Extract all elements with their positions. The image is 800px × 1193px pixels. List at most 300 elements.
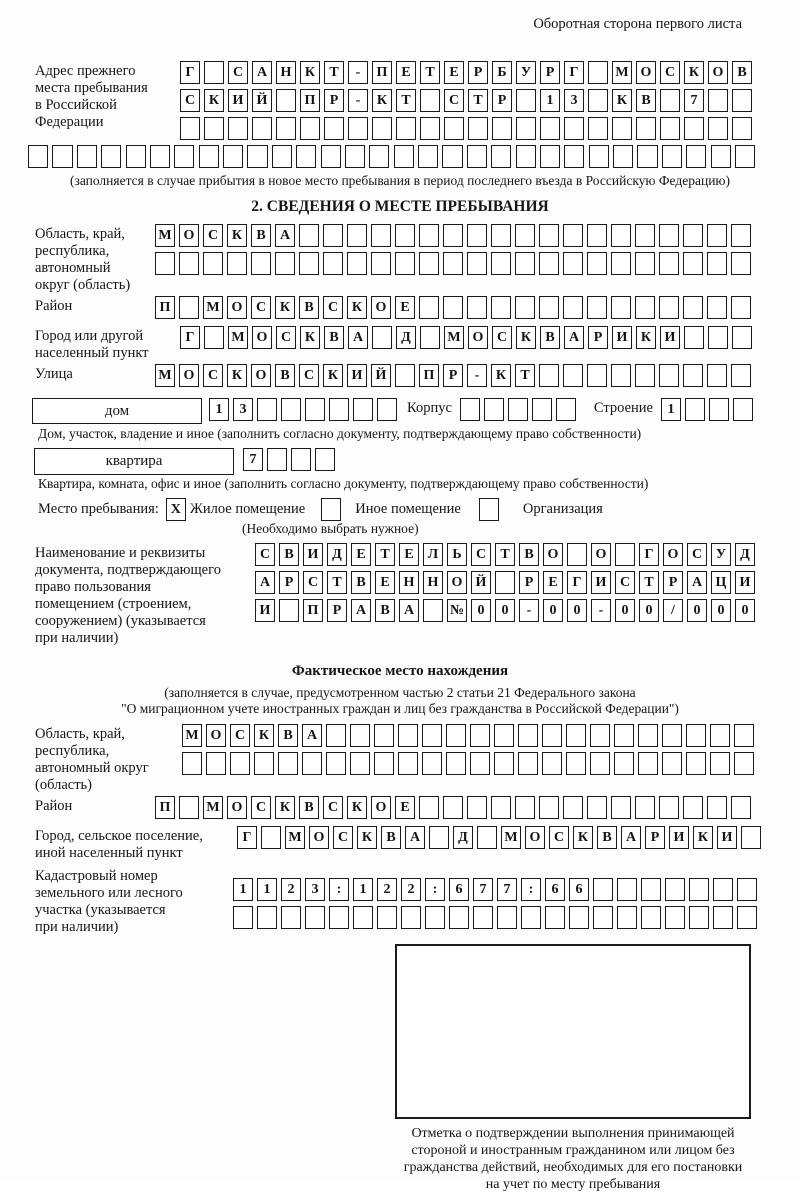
apartment-number-boxes: [243, 448, 339, 471]
stay-type-checkbox-organization: [479, 498, 499, 521]
city-label: Город или другой населенный пункт: [35, 328, 149, 361]
char-box: [707, 252, 727, 275]
char-box: Т: [495, 543, 515, 566]
city-group: [35, 326, 800, 362]
char-box: [446, 724, 466, 747]
char-box: Р: [324, 89, 344, 112]
cadastre-label: Кадастровый номер земельного или лесного участка (указывается при наличии): [35, 868, 183, 935]
char-box: Д: [735, 543, 755, 566]
char-box: [52, 145, 72, 168]
region-row-1: [155, 224, 755, 247]
char-box: О: [309, 826, 329, 849]
char-box: [467, 224, 487, 247]
char-box: [588, 117, 608, 140]
char-box: М: [155, 364, 175, 387]
char-box: 3: [564, 89, 584, 112]
char-box: [371, 252, 391, 275]
char-box: [735, 145, 755, 168]
char-box: [477, 826, 497, 849]
char-box: [429, 826, 449, 849]
char-box: [713, 906, 733, 929]
char-box: С: [323, 796, 343, 819]
char-box: [299, 252, 319, 275]
char-box: Т: [468, 89, 488, 112]
char-box: [182, 752, 202, 775]
city-row: [180, 326, 756, 357]
char-box: Е: [399, 543, 419, 566]
char-box: К: [300, 326, 320, 349]
char-box: -: [348, 61, 368, 84]
char-box: [587, 296, 607, 319]
char-box: В: [540, 326, 560, 349]
region-group: [35, 224, 800, 294]
char-box: К: [357, 826, 377, 849]
char-box: [731, 364, 751, 387]
char-box: [708, 89, 728, 112]
char-box: [179, 252, 199, 275]
char-box: [491, 796, 511, 819]
char-box: [689, 878, 709, 901]
char-box: [418, 145, 438, 168]
char-box: [470, 724, 490, 747]
char-box: [345, 145, 365, 168]
char-box: [347, 252, 367, 275]
char-box: [731, 252, 751, 275]
char-box: [593, 906, 613, 929]
prev-address-row-2: [180, 89, 756, 112]
char-box: [28, 145, 48, 168]
char-box: Т: [639, 571, 659, 594]
char-box: [540, 145, 560, 168]
char-box: -: [348, 89, 368, 112]
char-box: [467, 296, 487, 319]
char-box: [539, 796, 559, 819]
char-box: [395, 252, 415, 275]
char-box: Т: [396, 89, 416, 112]
stroenie-label: Строение: [593, 400, 653, 416]
char-box: О: [179, 224, 199, 247]
char-box: [710, 724, 730, 747]
char-box: 0: [687, 599, 707, 622]
char-box: [420, 89, 440, 112]
char-box: [707, 224, 727, 247]
char-box: [683, 224, 703, 247]
char-box: 2: [401, 878, 421, 901]
char-box: А: [687, 571, 707, 594]
char-box: [473, 906, 493, 929]
cadastre-group: [35, 866, 800, 936]
apartment-caption: Квартира, комната, офис и иное (заполнить согласно документу, подтверждающему право собственности): [38, 476, 649, 491]
char-box: П: [372, 61, 392, 84]
char-box: [467, 145, 487, 168]
char-box: [371, 224, 391, 247]
char-box: [491, 145, 511, 168]
actual-region-row-1: [182, 724, 758, 747]
char-box: [101, 145, 121, 168]
char-box: П: [155, 796, 175, 819]
char-box: [278, 752, 298, 775]
char-box: [737, 878, 757, 901]
char-box: [684, 326, 704, 349]
char-box: [660, 89, 680, 112]
char-box: [443, 224, 463, 247]
char-box: Ц: [711, 571, 731, 594]
char-box: [566, 752, 586, 775]
char-box: О: [543, 543, 563, 566]
char-box: С: [228, 61, 248, 84]
char-box: [326, 724, 346, 747]
char-box: [542, 724, 562, 747]
char-box: 1: [257, 878, 277, 901]
char-box: [518, 752, 538, 775]
char-box: [518, 724, 538, 747]
char-box: 0: [639, 599, 659, 622]
char-box: [587, 796, 607, 819]
char-box: [353, 906, 373, 929]
char-box: [709, 398, 729, 421]
char-box: 7: [684, 89, 704, 112]
street-group: [35, 364, 800, 392]
char-box: [491, 296, 511, 319]
char-box: [419, 252, 439, 275]
char-box: [611, 224, 631, 247]
char-box: [257, 906, 277, 929]
char-box: А: [255, 571, 275, 594]
district-group: [35, 296, 800, 324]
char-box: С: [333, 826, 353, 849]
char-box: [254, 752, 274, 775]
actual-district-row: [155, 796, 755, 819]
char-box: -: [591, 599, 611, 622]
char-box: И: [612, 326, 632, 349]
char-box: С: [492, 326, 512, 349]
char-box: Т: [515, 364, 535, 387]
char-box: 7: [243, 448, 263, 471]
char-box: 1: [233, 878, 253, 901]
char-box: Р: [663, 571, 683, 594]
page-side-note: Оборотная сторона первого листа: [533, 16, 742, 32]
char-box: [494, 724, 514, 747]
char-box: С: [276, 326, 296, 349]
char-box: Н: [423, 571, 443, 594]
char-box: [556, 398, 576, 421]
char-box: [323, 224, 343, 247]
char-box: О: [227, 296, 247, 319]
char-box: [491, 252, 511, 275]
char-box: 0: [495, 599, 515, 622]
char-box: [516, 89, 536, 112]
char-box: [635, 296, 655, 319]
char-box: 1: [661, 398, 681, 421]
char-box: [305, 906, 325, 929]
stroenie-boxes: [661, 398, 757, 421]
char-box: Г: [564, 61, 584, 84]
cadastre-row-1: [233, 878, 761, 901]
char-box: 7: [473, 878, 493, 901]
char-box: Г: [639, 543, 659, 566]
char-box: [425, 906, 445, 929]
char-box: В: [381, 826, 401, 849]
char-box: [275, 252, 295, 275]
char-box: 1: [209, 398, 229, 421]
char-box: [515, 224, 535, 247]
char-box: [614, 724, 634, 747]
char-box: И: [591, 571, 611, 594]
char-box: Н: [399, 571, 419, 594]
char-box: [442, 145, 462, 168]
char-box: [291, 448, 311, 471]
char-box: :: [521, 878, 541, 901]
char-box: [563, 252, 583, 275]
char-box: [638, 724, 658, 747]
char-box: [394, 145, 414, 168]
apartment-type-box: квартира: [34, 448, 234, 475]
char-box: [521, 906, 541, 929]
char-box: [659, 224, 679, 247]
char-box: :: [329, 878, 349, 901]
char-box: Е: [395, 796, 415, 819]
char-box: С: [255, 543, 275, 566]
actual-location-caption-2: "О миграционном учете иностранных граждан и лиц без гражданства в Российской Федерации"): [121, 701, 679, 716]
char-box: Р: [492, 89, 512, 112]
char-box: [155, 252, 175, 275]
char-box: И: [347, 364, 367, 387]
char-box: 6: [569, 878, 589, 901]
char-box: А: [348, 326, 368, 349]
char-box: [276, 89, 296, 112]
char-box: [300, 117, 320, 140]
char-box: В: [324, 326, 344, 349]
section2-title: 2. СВЕДЕНИЯ О МЕСТЕ ПРЕБЫВАНИЯ: [251, 198, 549, 215]
char-box: [731, 796, 751, 819]
char-box: №: [447, 599, 467, 622]
char-box: [515, 796, 535, 819]
char-box: М: [444, 326, 464, 349]
char-box: О: [227, 796, 247, 819]
char-box: [564, 145, 584, 168]
prev-address-row-1: [180, 61, 756, 84]
char-box: В: [636, 89, 656, 112]
char-box: Е: [375, 571, 395, 594]
char-box: [203, 252, 223, 275]
char-box: [732, 326, 752, 349]
char-box: С: [203, 224, 223, 247]
char-box: П: [300, 89, 320, 112]
char-box: [276, 117, 296, 140]
char-box: [398, 724, 418, 747]
cadastre-row-2: [233, 906, 761, 929]
char-box: Р: [443, 364, 463, 387]
char-box: [247, 145, 267, 168]
char-box: Й: [252, 89, 272, 112]
char-box: [180, 117, 200, 140]
char-box: [659, 296, 679, 319]
char-box: [707, 796, 727, 819]
char-box: [323, 252, 343, 275]
char-box: [326, 752, 346, 775]
char-box: О: [371, 796, 391, 819]
char-box: О: [447, 571, 467, 594]
char-box: И: [735, 571, 755, 594]
char-box: [179, 796, 199, 819]
char-box: О: [636, 61, 656, 84]
char-box: [305, 398, 325, 421]
char-box: [267, 448, 287, 471]
char-box: И: [228, 89, 248, 112]
district-row: [155, 296, 755, 319]
char-box: 3: [233, 398, 253, 421]
char-box: С: [299, 364, 319, 387]
char-box: В: [278, 724, 298, 747]
char-box: [302, 752, 322, 775]
char-box: У: [516, 61, 536, 84]
char-box: О: [371, 296, 391, 319]
char-box: [508, 398, 528, 421]
char-box: В: [279, 543, 299, 566]
char-box: В: [732, 61, 752, 84]
prev-address-label: Адрес прежнего места пребывания в Российской Федерации: [35, 63, 148, 130]
house-row: [32, 398, 800, 426]
char-box: П: [419, 364, 439, 387]
char-box: [460, 398, 480, 421]
char-box: :: [425, 878, 445, 901]
char-box: [468, 117, 488, 140]
char-box: [281, 398, 301, 421]
char-box: [395, 364, 415, 387]
char-box: В: [299, 296, 319, 319]
char-box: 3: [305, 878, 325, 901]
char-box: К: [227, 224, 247, 247]
char-box: [611, 252, 631, 275]
char-box: [662, 724, 682, 747]
char-box: [324, 117, 344, 140]
char-box: Т: [324, 61, 344, 84]
char-box: [252, 117, 272, 140]
char-box: Е: [351, 543, 371, 566]
char-box: Г: [567, 571, 587, 594]
confirmation-stamp-area: [395, 944, 751, 1119]
char-box: О: [252, 326, 272, 349]
char-box: [659, 364, 679, 387]
char-box: 0: [567, 599, 587, 622]
char-box: [636, 117, 656, 140]
char-box: Т: [375, 543, 395, 566]
char-box: Т: [327, 571, 347, 594]
char-box: [348, 117, 368, 140]
char-box: [587, 224, 607, 247]
char-box: Ь: [447, 543, 467, 566]
char-box: [662, 752, 682, 775]
char-box: Г: [237, 826, 257, 849]
char-box: [401, 906, 421, 929]
char-box: У: [711, 543, 731, 566]
stay-type-option-other: Иное помещение: [355, 501, 461, 517]
char-box: [659, 252, 679, 275]
char-box: А: [405, 826, 425, 849]
char-box: [615, 543, 635, 566]
char-box: Д: [327, 543, 347, 566]
char-box: [683, 252, 703, 275]
char-box: 6: [449, 878, 469, 901]
char-box: К: [516, 326, 536, 349]
char-box: [443, 296, 463, 319]
char-box: [372, 326, 392, 349]
char-box: Т: [420, 61, 440, 84]
char-box: [444, 117, 464, 140]
char-box: [396, 117, 416, 140]
char-box: [223, 145, 243, 168]
char-box: Е: [543, 571, 563, 594]
char-box: 1: [540, 89, 560, 112]
char-box: В: [375, 599, 395, 622]
char-box: [710, 752, 730, 775]
char-box: [495, 571, 515, 594]
char-box: [542, 752, 562, 775]
char-box: [612, 117, 632, 140]
char-box: К: [204, 89, 224, 112]
char-box: Р: [468, 61, 488, 84]
char-box: [614, 752, 634, 775]
char-box: Й: [471, 571, 491, 594]
korpus-label: Корпус: [407, 400, 452, 416]
char-box: [350, 724, 370, 747]
korpus-boxes: [460, 398, 580, 421]
char-box: [708, 117, 728, 140]
doc-row-1: [255, 543, 759, 566]
char-box: [732, 117, 752, 140]
stay-type-row: [38, 498, 800, 521]
char-box: М: [612, 61, 632, 84]
char-box: [638, 752, 658, 775]
char-box: [329, 906, 349, 929]
char-box: [423, 599, 443, 622]
char-box: [372, 117, 392, 140]
char-box: [589, 145, 609, 168]
actual-city-row: [237, 826, 765, 857]
char-box: Н: [276, 61, 296, 84]
char-box: К: [347, 796, 367, 819]
char-box: [635, 364, 655, 387]
char-box: В: [519, 543, 539, 566]
char-box: И: [255, 599, 275, 622]
char-box: -: [519, 599, 539, 622]
char-box: Д: [396, 326, 416, 349]
char-box: К: [372, 89, 392, 112]
char-box: [660, 117, 680, 140]
char-box: В: [251, 224, 271, 247]
region-row-2: [155, 252, 755, 275]
char-box: [731, 224, 751, 247]
char-box: [641, 906, 661, 929]
doc-row-2: [255, 571, 759, 594]
char-box: [635, 252, 655, 275]
char-box: [233, 906, 253, 929]
stay-type-option-organization: Организация: [522, 501, 603, 517]
char-box: [516, 117, 536, 140]
char-box: С: [251, 296, 271, 319]
char-box: [564, 117, 584, 140]
char-box: [588, 61, 608, 84]
char-box: [635, 224, 655, 247]
char-box: [637, 145, 657, 168]
char-box: М: [501, 826, 521, 849]
char-box: [422, 724, 442, 747]
char-box: [545, 906, 565, 929]
char-box: [515, 252, 535, 275]
char-box: [617, 906, 637, 929]
char-box: [494, 752, 514, 775]
char-box: С: [687, 543, 707, 566]
